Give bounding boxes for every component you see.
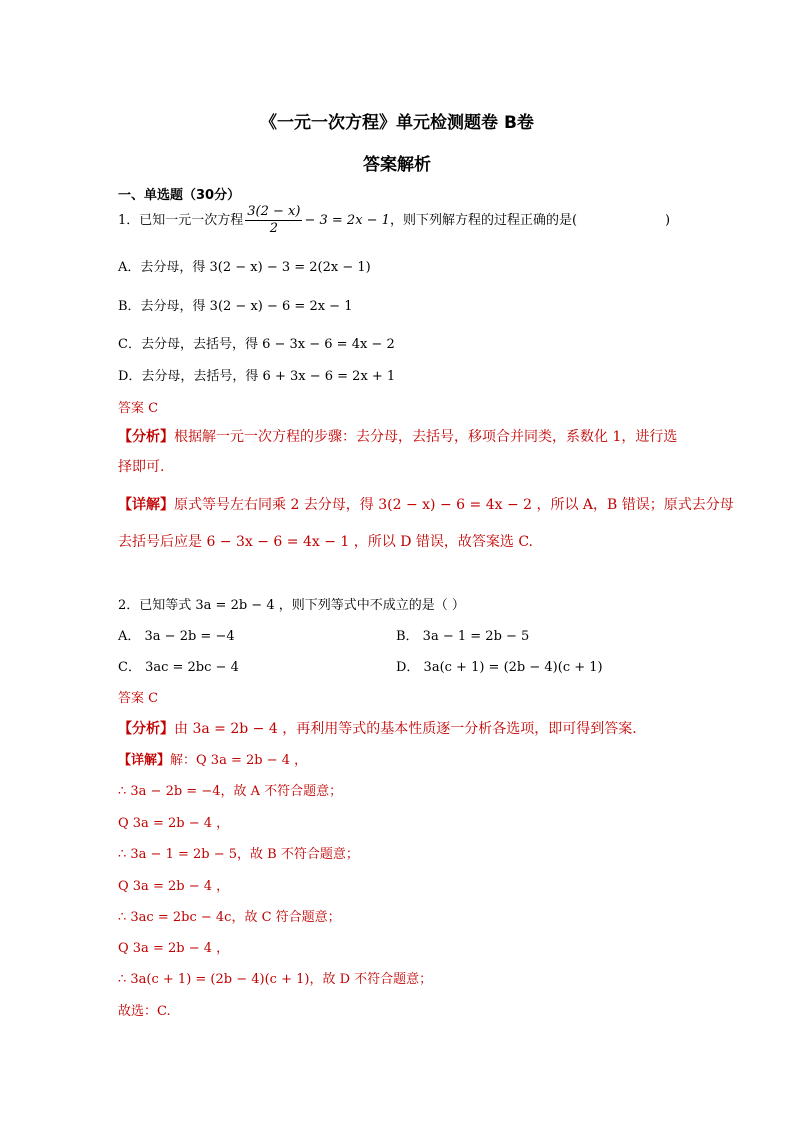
q1-option-b: B．去分母，得 3(2 − x) − 6 = 2x − 1: [118, 299, 353, 314]
q2-analysis-tag: 【分析】: [118, 721, 174, 737]
q1-option-a: A．去分母，得 3(2 − x) − 3 = 2(2x − 1): [118, 260, 371, 275]
q2-step-6: Q 3a = 2b − 4 ，: [118, 941, 230, 956]
section-heading: 一、单选题（30分）: [118, 188, 241, 203]
q1-detail-text: 原式等号左右同乘 2 去分母，得 3(2 − x) − 6 = 4x − 2 ，所以 A，B 错误；原式去分母: [174, 497, 734, 513]
q1-fraction-denominator: 2: [269, 221, 279, 236]
q2-detail-tag: 【详解】: [118, 753, 171, 768]
q2-option-a: A． 3a − 2b = −4: [118, 629, 235, 644]
q2-step-1: ∴ 3a − 2b = −4，故 A 不符合题意；: [118, 784, 343, 799]
q1-close-paren: ): [665, 213, 671, 228]
document-subtitle: 答案解析: [363, 155, 431, 175]
question-2-stem: 2．已知等式 3a = 2b − 4 ，则下列等式中不成立的是（ ）: [118, 598, 465, 613]
document-title: 《一元一次方程》单元检测题卷 B卷: [260, 113, 534, 133]
q2-option-b: B． 3a − 1 = 2b − 5: [396, 629, 530, 644]
q1-analysis-text: 根据解一元一次方程的步骤：去分母，去括号，移项合并同类，系数化 1，进行选: [174, 429, 678, 445]
q2-option-d: D． 3a(c + 1) = (2b − 4)(c + 1): [396, 660, 603, 675]
q1-analysis-line2: 择即可.: [118, 459, 165, 475]
q1-answer: 答案 C: [118, 401, 159, 416]
q2-step-8: 故选：C.: [118, 1004, 171, 1019]
q1-equation-rest: − 3 = 2x − 1: [304, 213, 390, 228]
q1-stem-prefix: 1．已知一元一次方程: [118, 213, 244, 228]
q2-step-4: Q 3a = 2b − 4 ，: [118, 879, 230, 894]
q1-detail-tag: 【详解】: [118, 497, 174, 513]
question-1-stem: [118, 203, 577, 239]
q1-detail: [118, 494, 734, 514]
q1-detail-line2: 去括号后应是 6 − 3x − 6 = 4x − 1 ，所以 D 错误，故答案选 C.: [118, 534, 533, 550]
q2-step-3: ∴ 3a − 1 = 2b − 5，故 B 不符合题意；: [118, 847, 359, 862]
q1-option-c: C．去分母，去括号，得 6 − 3x − 6 = 4x − 2: [118, 337, 395, 352]
q1-fraction-numerator: 3(2 − x): [247, 204, 301, 219]
q1-option-d: D．去分母，去括号，得 6 + 3x − 6 = 2x + 1: [118, 369, 396, 384]
q2-analysis: [118, 718, 637, 738]
q2-step-5: ∴ 3ac = 2bc − 4c，故 C 符合题意；: [118, 910, 341, 925]
q2-analysis-text: 由 3a = 2b − 4 ，再利用等式的基本性质逐一分析各选项，即可得到答案.: [174, 721, 637, 737]
q2-detail-text: 解：Q 3a = 2b − 4 ，: [170, 753, 308, 768]
q2-option-c: C． 3ac = 2bc − 4: [118, 660, 239, 675]
q1-analysis-tag: 【分析】: [118, 429, 174, 445]
q2-step-2: Q 3a = 2b − 4 ，: [118, 816, 230, 831]
q2-detail: [118, 749, 307, 768]
q1-analysis: [118, 426, 677, 446]
q1-stem-suffix: ，则下列解方程的过程正确的是(: [389, 213, 578, 228]
q2-answer: 答案 C: [118, 691, 159, 706]
q1-fraction: [245, 204, 302, 237]
q2-step-7: ∴ 3a(c + 1) = (2b − 4)(c + 1)，故 D 不符合题意；: [118, 972, 433, 987]
